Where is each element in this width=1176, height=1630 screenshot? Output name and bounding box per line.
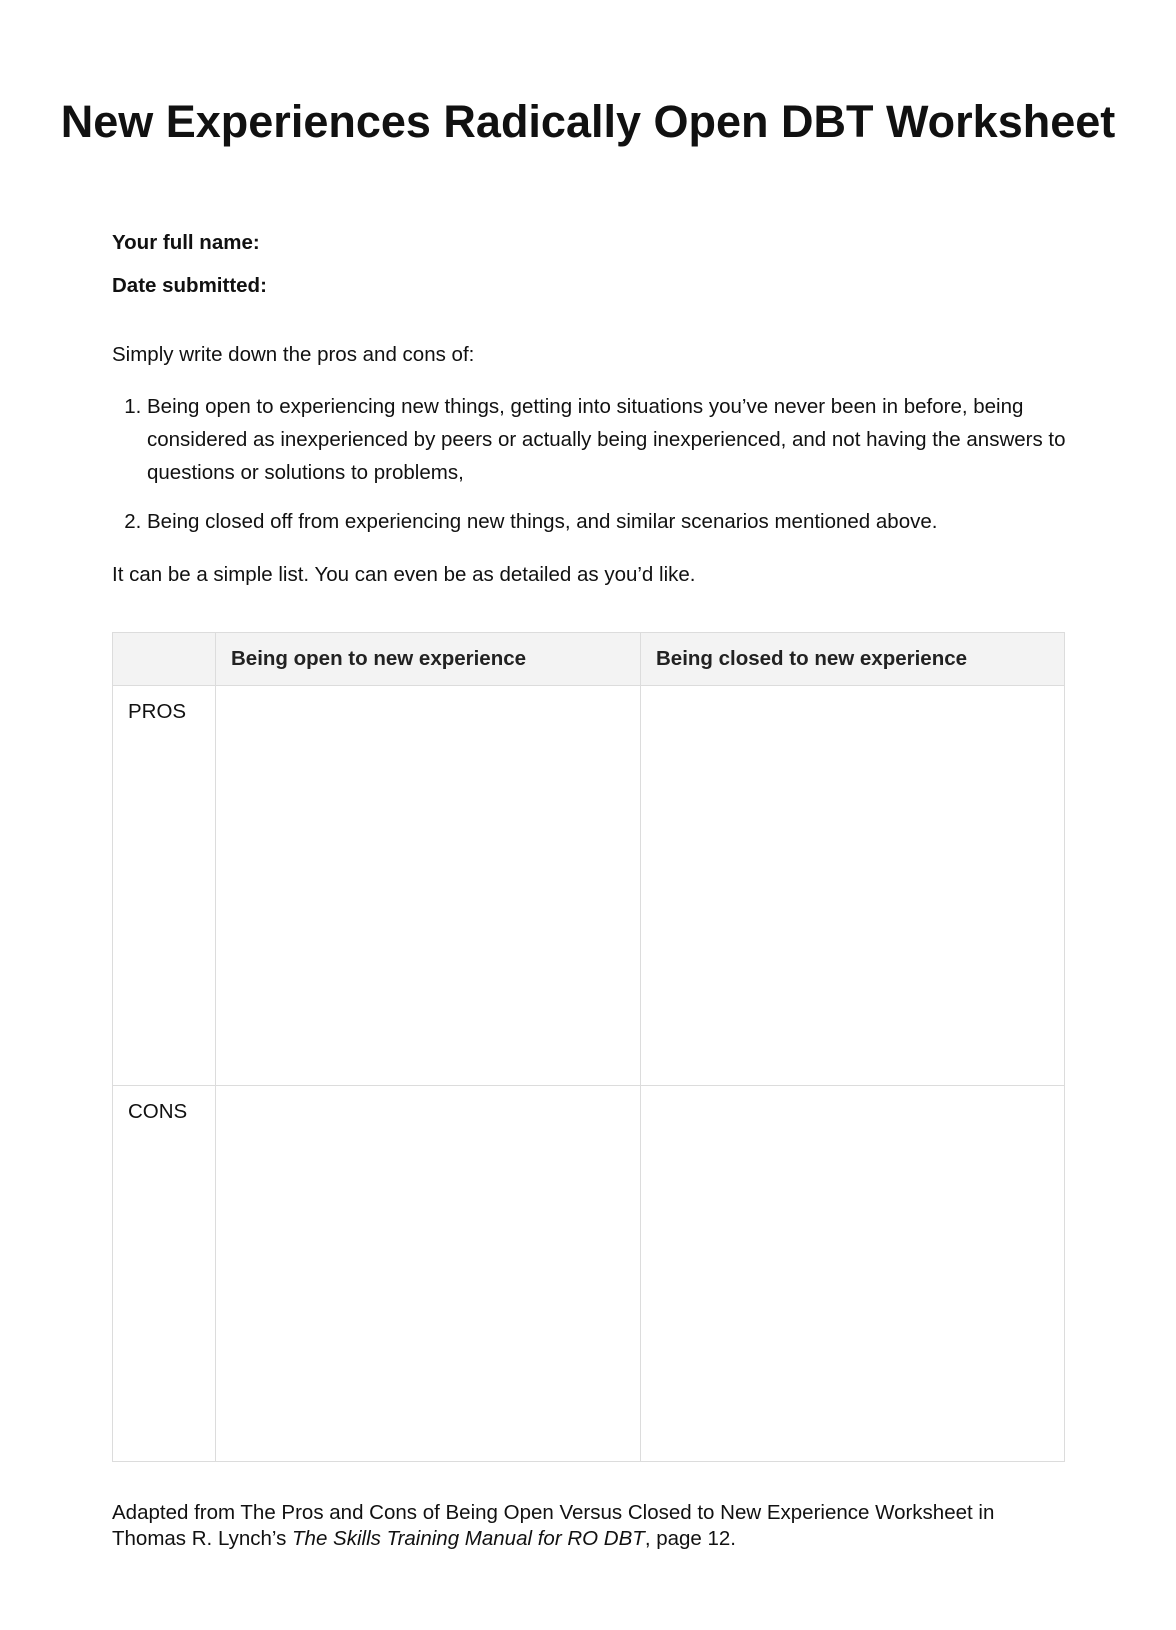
list-item: 1. Being open to experiencing new things, getting into situations you’ve never been in before, being considered as inexperienced by peers or actually being inexperienced, and not having the answers to questions or solutions to problems, bbox=[147, 390, 1087, 489]
pros-cons-table bbox=[112, 632, 1065, 1462]
citation-text: Adapted from The Pros and Cons of Being Open Versus Closed to New Experience Worksheet in Thomas R. Lynch’s bbox=[112, 1501, 995, 1550]
row-label-cons: CONS bbox=[113, 1086, 216, 1462]
name-field-label: Your full name: bbox=[112, 231, 260, 254]
table-header-open: Being open to new experience bbox=[216, 633, 641, 686]
date-field-label: Date submitted: bbox=[112, 274, 267, 297]
note-text: It can be a simple list. You can even be as detailed as you’d like. bbox=[112, 563, 696, 586]
table-row bbox=[113, 686, 1065, 1086]
intro-text: Simply write down the pros and cons of: bbox=[112, 343, 475, 366]
instruction-list bbox=[112, 390, 1087, 554]
table-row bbox=[113, 1086, 1065, 1462]
cons-open-cell[interactable] bbox=[216, 1086, 641, 1462]
table-header-empty bbox=[113, 633, 216, 686]
cons-closed-cell[interactable] bbox=[641, 1086, 1065, 1462]
citation-page: , page 12. bbox=[644, 1527, 737, 1550]
row-label-pros: PROS bbox=[113, 686, 216, 1086]
list-item: 2. Being closed off from experiencing new things, and similar scenarios mentioned above. bbox=[147, 505, 1087, 538]
citation-book-title: The Skills Training Manual for RO DBT bbox=[292, 1527, 645, 1550]
source-citation bbox=[112, 1500, 1012, 1552]
pros-closed-cell[interactable] bbox=[641, 686, 1065, 1086]
page-title: New Experiences Radically Open DBT Worksheet bbox=[60, 96, 1116, 147]
pros-open-cell[interactable] bbox=[216, 686, 641, 1086]
table-header-closed: Being closed to new experience bbox=[641, 633, 1065, 686]
table-header-row bbox=[113, 633, 1065, 686]
